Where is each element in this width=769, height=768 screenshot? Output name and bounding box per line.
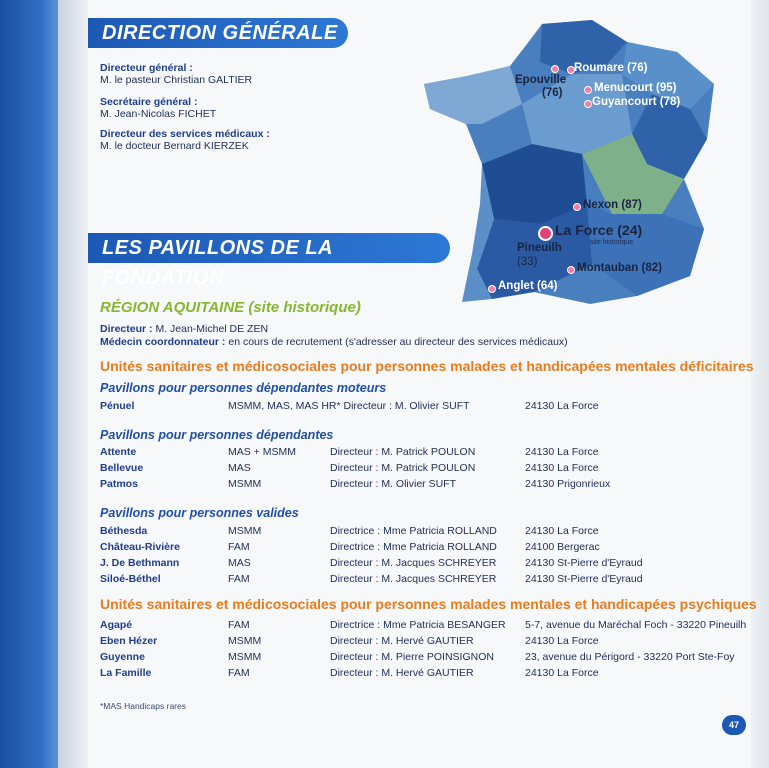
map-marker xyxy=(488,285,496,293)
city-label-epouville: Epouville xyxy=(515,74,567,86)
city-label-montauban: Montauban (82) xyxy=(577,262,662,274)
france-map xyxy=(422,14,722,304)
region-directeur: Directeur : M. Jean-Michel DE ZEN xyxy=(100,323,269,335)
direction-value: M. le docteur Bernard KIERZEK xyxy=(100,140,249,152)
map-marker xyxy=(584,100,592,108)
pavillons-title: LES PAVILLONS DE LA FONDATION xyxy=(88,233,450,263)
section-title: Unités sanitaires et médicosociales pour personnes malades mentales et handicapées psychiques xyxy=(100,596,757,612)
footnote: *MAS Handicaps rares xyxy=(100,701,186,711)
direction-value: M. le pasteur Christian GALTIER xyxy=(100,74,253,86)
city-label-pineuilh-num: (33) xyxy=(517,256,538,268)
map-marker xyxy=(584,86,592,94)
direction-label: Secrétaire général : xyxy=(100,96,198,108)
direction-value: M. Jean-Nicolas FICHET xyxy=(100,108,217,120)
map-marker-main xyxy=(538,226,553,241)
region-title: RÉGION AQUITAINE (site historique) xyxy=(100,299,361,316)
france-map-shape xyxy=(422,14,722,304)
city-label-epouville-num: (76) xyxy=(542,87,563,99)
group-title: Pavillons pour personnes valides xyxy=(100,506,299,520)
binding-spine xyxy=(0,0,58,768)
city-label-roumare: Roumare (76) xyxy=(574,62,648,74)
city-label-nexon: Nexon (87) xyxy=(583,199,642,211)
city-label-guyancourt: Guyancourt (78) xyxy=(592,96,681,108)
group-title: Pavillons pour personnes dépendantes moteurs xyxy=(100,381,387,395)
map-marker xyxy=(573,203,581,211)
page-number: 47 xyxy=(722,715,746,735)
direction-title: DIRECTION GÉNÉRALE xyxy=(88,18,348,48)
city-label-la-force: La Force (24) xyxy=(555,222,643,238)
city-label-pineuilh: Pineuilh xyxy=(517,242,562,254)
city-label-anglet: Anglet (64) xyxy=(498,280,558,292)
direction-label: Directeur général : xyxy=(100,62,193,74)
city-label-menucourt: Menucourt (95) xyxy=(594,82,677,94)
direction-label: Directeur des services médicaux : xyxy=(100,128,270,140)
group-title: Pavillons pour personnes dépendantes xyxy=(100,428,334,442)
city-sub-la-force: site historique xyxy=(590,239,634,246)
section-title: Unités sanitaires et médicosociales pour personnes malades et handicapées mentales déficitaires xyxy=(100,358,754,374)
region-medecin: Médecin coordonnateur : en cours de recrutement (s'adresser au directeur des services médicaux) xyxy=(100,336,568,348)
map-marker xyxy=(551,65,559,73)
page-edge xyxy=(751,0,769,768)
page-gutter xyxy=(58,0,88,768)
map-marker xyxy=(567,266,575,274)
